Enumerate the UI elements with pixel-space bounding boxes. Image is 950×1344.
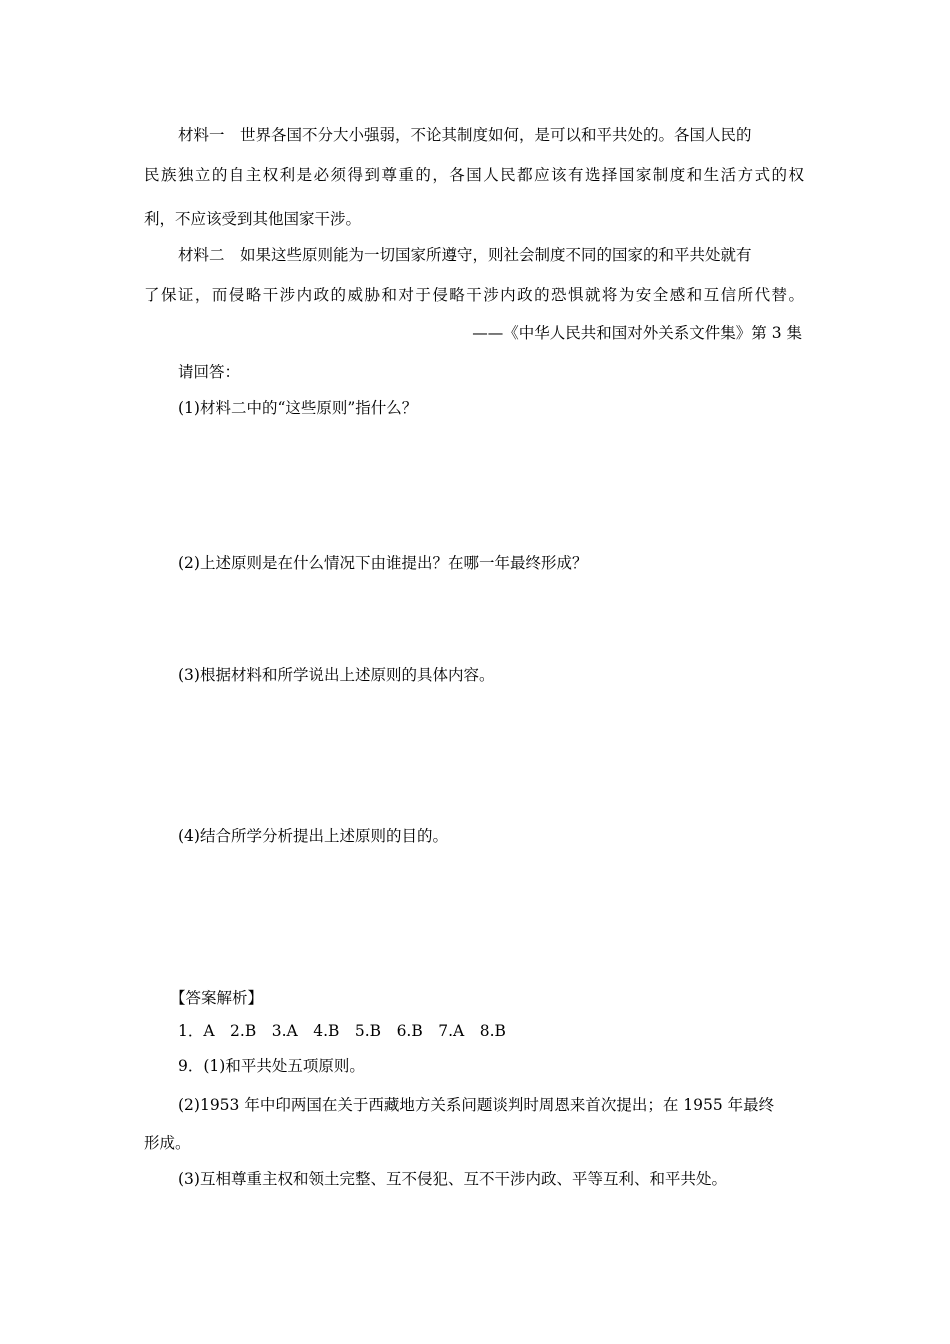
material-2-line-1: 材料二 如果这些原则能为一切国家所遵守，则社会制度不同的国家的和平共处就有 [178, 246, 752, 264]
material-2-source: ——《中华人民共和国对外关系文件集》第 3 集 [472, 324, 802, 342]
answer-choices: 1．A 2.B 3.A 4.B 5.B 6.B 7.A 8.B [178, 1022, 506, 1040]
answer-9-3: (3)互相尊重主权和领土完整、互不侵犯、互不干涉内政、平等互利、和平共处。 [178, 1170, 727, 1188]
material-1-line-1: 材料一 世界各国不分大小强弱，不论其制度如何，是可以和平共处的。各国人民的 [178, 126, 752, 144]
question-4: (4)结合所学分析提出上述原则的目的。 [178, 827, 448, 845]
answer-9-2-line-1: (2)1953 年中印两国在关于西藏地方关系问题谈判时周恩来首次提出；在 1955 年最终 [178, 1096, 775, 1114]
material-1-line-3: 利，不应该受到其他国家干涉。 [144, 210, 362, 228]
question-1: (1)材料二中的“这些原则”指什么？ [178, 399, 418, 417]
answer-heading: 【答案解析】 [170, 989, 264, 1007]
question-3: (3)根据材料和所学说出上述原则的具体内容。 [178, 666, 495, 684]
question-2: (2)上述原则是在什么情况下由谁提出？在哪一年最终形成？ [178, 554, 588, 572]
answer-9-1: 9．(1)和平共处五项原则。 [178, 1057, 365, 1075]
material-1-line-2: 民族独立的自主权利是必须得到尊重的，各国人民都应该有选择国家制度和生活方式的权 [144, 166, 804, 184]
answer-9-2-line-2: 形成。 [144, 1134, 191, 1152]
answer-prompt: 请回答： [178, 363, 241, 381]
material-2-line-2: 了保证，而侵略干涉内政的威胁和对于侵略干涉内政的恐惧就将为安全感和互信所代替。 [144, 286, 804, 304]
